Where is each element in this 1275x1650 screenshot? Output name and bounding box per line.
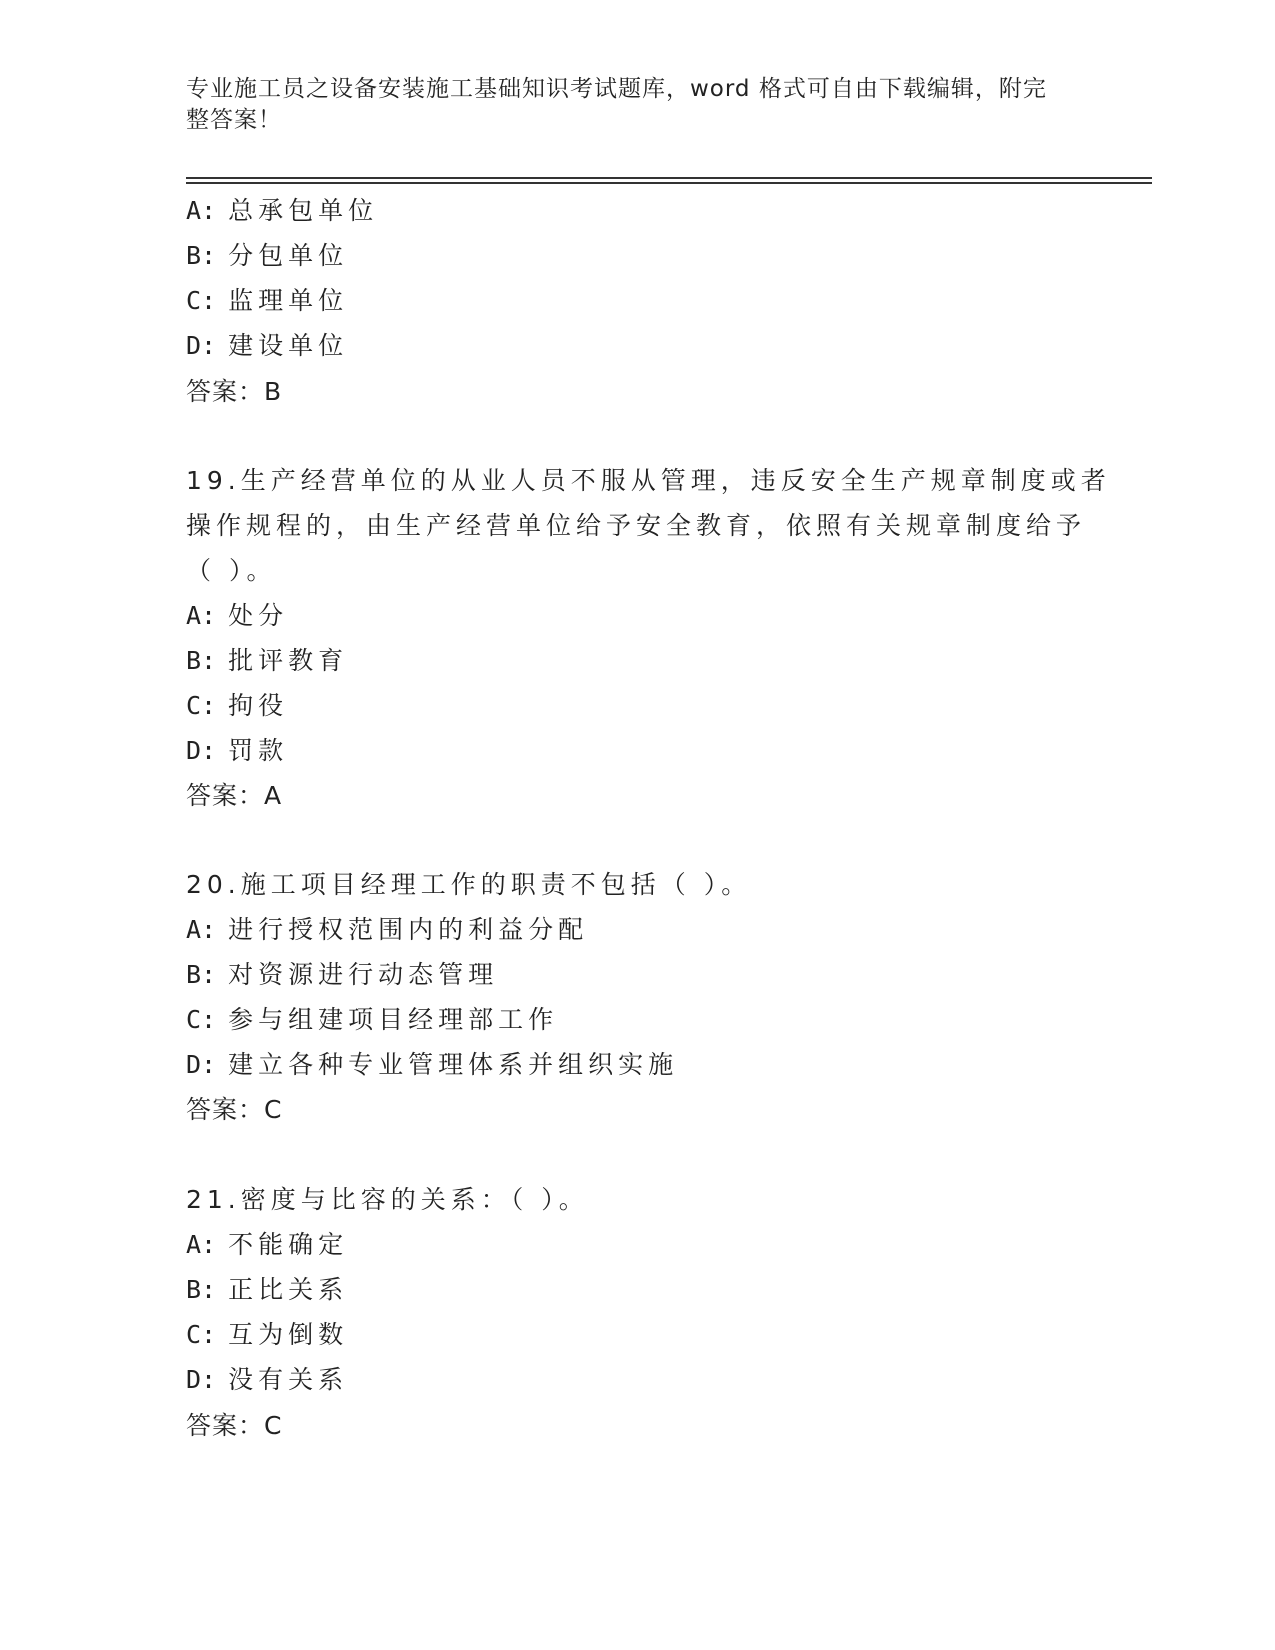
option-a: A: 不能确定 [186,1230,349,1259]
option-c: C: 参与组建项目经理部工作 [186,1005,559,1034]
option-c: C: 互为倒数 [186,1320,349,1349]
option-d: D: 罚款 [186,736,289,765]
answer: 答案：C [186,1095,283,1124]
question-text: 操作规程的，由生产经营单位给予安全教育，依照有关规章制度给予 [186,511,1087,540]
header-rule-bottom [186,182,1152,184]
header-rule-top [186,177,1152,179]
answer: 答案：C [186,1411,283,1440]
option-d: D: 没有关系 [186,1365,349,1394]
document-header: 专业施工员之设备安装施工基础知识考试题库，word 格式可自由下载编辑，附完整答案！ [186,76,1047,133]
option-b: B: 对资源进行动态管理 [186,960,499,989]
question-text: 21.密度与比容的关系：（ ）。 [186,1185,589,1214]
answer: 答案：A [186,781,283,810]
option-b: B: 批评教育 [186,646,349,675]
option-b: B: 分包单位 [186,241,349,270]
question-text: 19.生产经营单位的从业人员不服从管理，违反安全生产规章制度或者 [186,466,1111,495]
question-text: 20.施工项目经理工作的职责不包括（ ）。 [186,870,752,899]
option-d: D: 建设单位 [186,331,349,360]
answer: 答案：B [186,377,283,406]
option-a: A: 总承包单位 [186,196,379,225]
option-a: A: 处分 [186,601,289,630]
option-d: D: 建立各种专业管理体系并组织实施 [186,1050,679,1079]
option-c: C: 监理单位 [186,286,349,315]
question-text: （ ）。 [186,556,277,585]
option-c: C: 拘役 [186,691,289,720]
option-a: A: 进行授权范围内的利益分配 [186,915,589,944]
option-b: B: 正比关系 [186,1275,349,1304]
